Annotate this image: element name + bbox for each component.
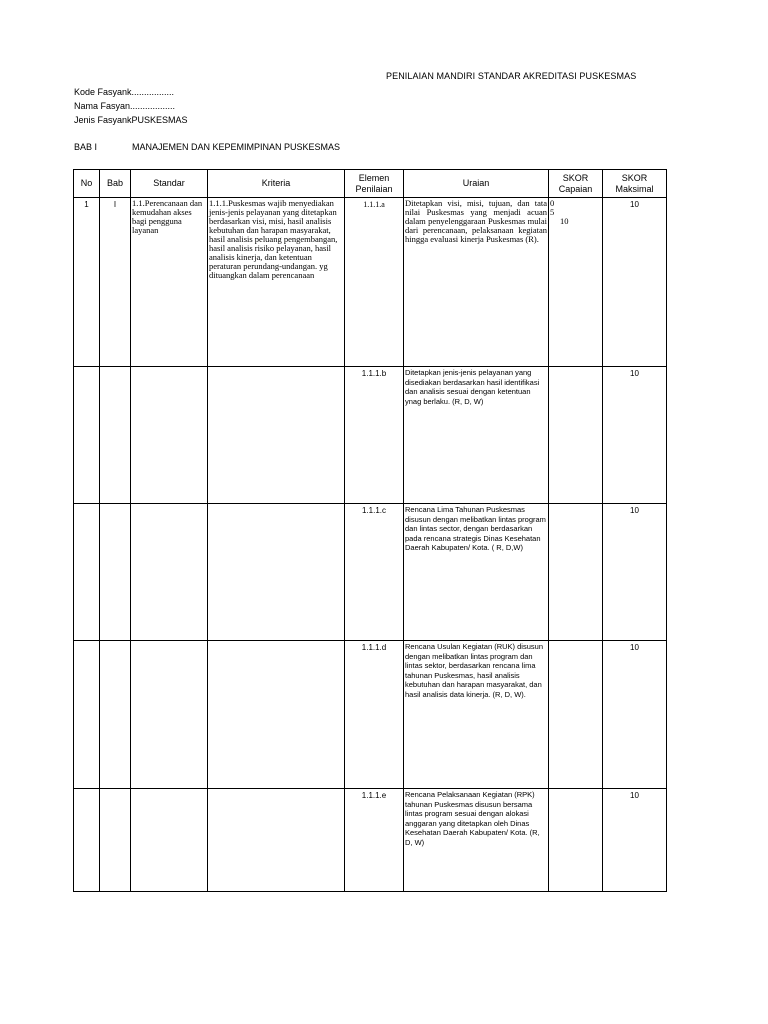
cell-skor-capaian xyxy=(549,504,603,641)
kode-fasyankes: Kode Fasyank................. xyxy=(74,87,175,97)
cell-standar: 1.1.Perencanaan dan kemudahan akses bagi pengguna layanan xyxy=(131,198,208,367)
cell-uraian: Ditetapkan visi, misi, tujuan, dan tata nilai Puskesmas yang menjadi acuan dalam penyelenggaraan Puskesmas mulai dari perencanaan, pelaksanaan kegiatan hingga evaluasi kinerja Puskesmas (R). xyxy=(404,198,549,367)
cell-skor-maksimal: 10 xyxy=(603,367,667,504)
cell-bab xyxy=(100,504,131,641)
cell-kriteria xyxy=(208,504,345,641)
cell-skor-capaian xyxy=(549,367,603,504)
cell-standar xyxy=(131,504,208,641)
cell-kriteria xyxy=(208,367,345,504)
col-bab: Bab xyxy=(100,170,131,198)
document-title: PENILAIAN MANDIRI STANDAR AKREDITASI PUSKESMAS xyxy=(386,71,637,81)
bab-label: BAB I xyxy=(74,142,98,152)
cell-standar xyxy=(131,641,208,789)
col-skor-capaian: SKOR Capaian xyxy=(549,170,603,198)
cell-elemen: 1.1.1.b xyxy=(345,367,404,504)
jenis-fasyankes: Jenis FasyankPUSKESMAS xyxy=(74,115,188,125)
cell-no xyxy=(74,789,100,892)
cell-no: 1 xyxy=(74,198,100,367)
assessment-table xyxy=(73,169,667,892)
col-uraian: Uraian xyxy=(404,170,549,198)
cell-skor-capaian: 0 5 10 xyxy=(549,198,603,367)
cell-kriteria xyxy=(208,641,345,789)
cell-kriteria xyxy=(208,789,345,892)
table-header-row xyxy=(74,170,667,198)
cell-skor-capaian xyxy=(549,641,603,789)
cell-bab xyxy=(100,641,131,789)
bab-title: MANAJEMEN DAN KEPEMIMPINAN PUSKESMAS xyxy=(132,142,341,152)
col-no: No xyxy=(74,170,100,198)
cell-elemen: 1.1.1.e xyxy=(345,789,404,892)
cell-uraian: Ditetapkan jenis-jenis pelayanan yang disediakan berdasarkan hasil identifikasi dan analisis sesuai dengan ketentuan ynag berlaku. (R, D, W) xyxy=(404,367,549,504)
col-standar: Standar xyxy=(131,170,208,198)
cell-uraian: Rencana Pelaksanaan Kegiatan (RPK) tahunan Puskesmas disusun bersama lintas program sesuai dengan alokasi anggaran yang ditetapkan oleh Dinas Kesehatan Daerah Kabupaten/ Kota. (R, D, W) xyxy=(404,789,549,892)
table-row xyxy=(74,641,667,789)
cell-skor-capaian xyxy=(549,789,603,892)
cell-standar xyxy=(131,789,208,892)
cell-no xyxy=(74,367,100,504)
cell-no xyxy=(74,504,100,641)
table-row xyxy=(74,198,667,367)
cell-kriteria: 1.1.1.Puskesmas wajib menyediakan jenis-jenis pelayanan yang ditetapkan berdasarkan visi, misi, hasil analisis kebutuhan dan harapan masyarakat, hasil analisis peluang pengembangan, hasil analisis risiko pelayanan, hasil analisis kinerja, dan ketentuan peraturan perundang-undangan. yg dituangkan dalam perencanaan xyxy=(208,198,345,367)
cell-bab: I xyxy=(100,198,131,367)
cell-bab xyxy=(100,367,131,504)
cell-skor-maksimal: 10 xyxy=(603,641,667,789)
cell-bab xyxy=(100,789,131,892)
table-row xyxy=(74,504,667,641)
cell-elemen: 1.1.1.d xyxy=(345,641,404,789)
cell-skor-maksimal: 10 xyxy=(603,504,667,641)
col-skor-maksimal: SKOR Maksimal xyxy=(603,170,667,198)
cell-no xyxy=(74,641,100,789)
col-kriteria: Kriteria xyxy=(208,170,345,198)
nama-fasyankes: Nama Fasyan.................. xyxy=(74,101,176,111)
col-elemen: Elemen Penilaian xyxy=(345,170,404,198)
cell-skor-maksimal: 10 xyxy=(603,198,667,367)
table-row xyxy=(74,789,667,892)
table-row xyxy=(74,367,667,504)
cell-standar xyxy=(131,367,208,504)
cell-elemen: 1.1.1.c xyxy=(345,504,404,641)
cell-uraian: Rencana Usulan Kegiatan (RUK) disusun dengan melibatkan lintas program dan lintas sektor, berdasarkan rencana lima tahunan Puskesmas, hasil analisis kebutuhan dan harapan masyarakat, dan hasil analisis data kinerja. (R, D, W). xyxy=(404,641,549,789)
cell-elemen: 1.1.1.a xyxy=(345,198,404,367)
cell-skor-maksimal: 10 xyxy=(603,789,667,892)
cell-uraian: Rencana Lima Tahunan Puskesmas disusun dengan melibatkan lintas program dan lintas sector, dengan berdasarkan pada rencana strategis Dinas Kesehatan Daerah Kabupaten/ Kota. ( R, D,W) xyxy=(404,504,549,641)
